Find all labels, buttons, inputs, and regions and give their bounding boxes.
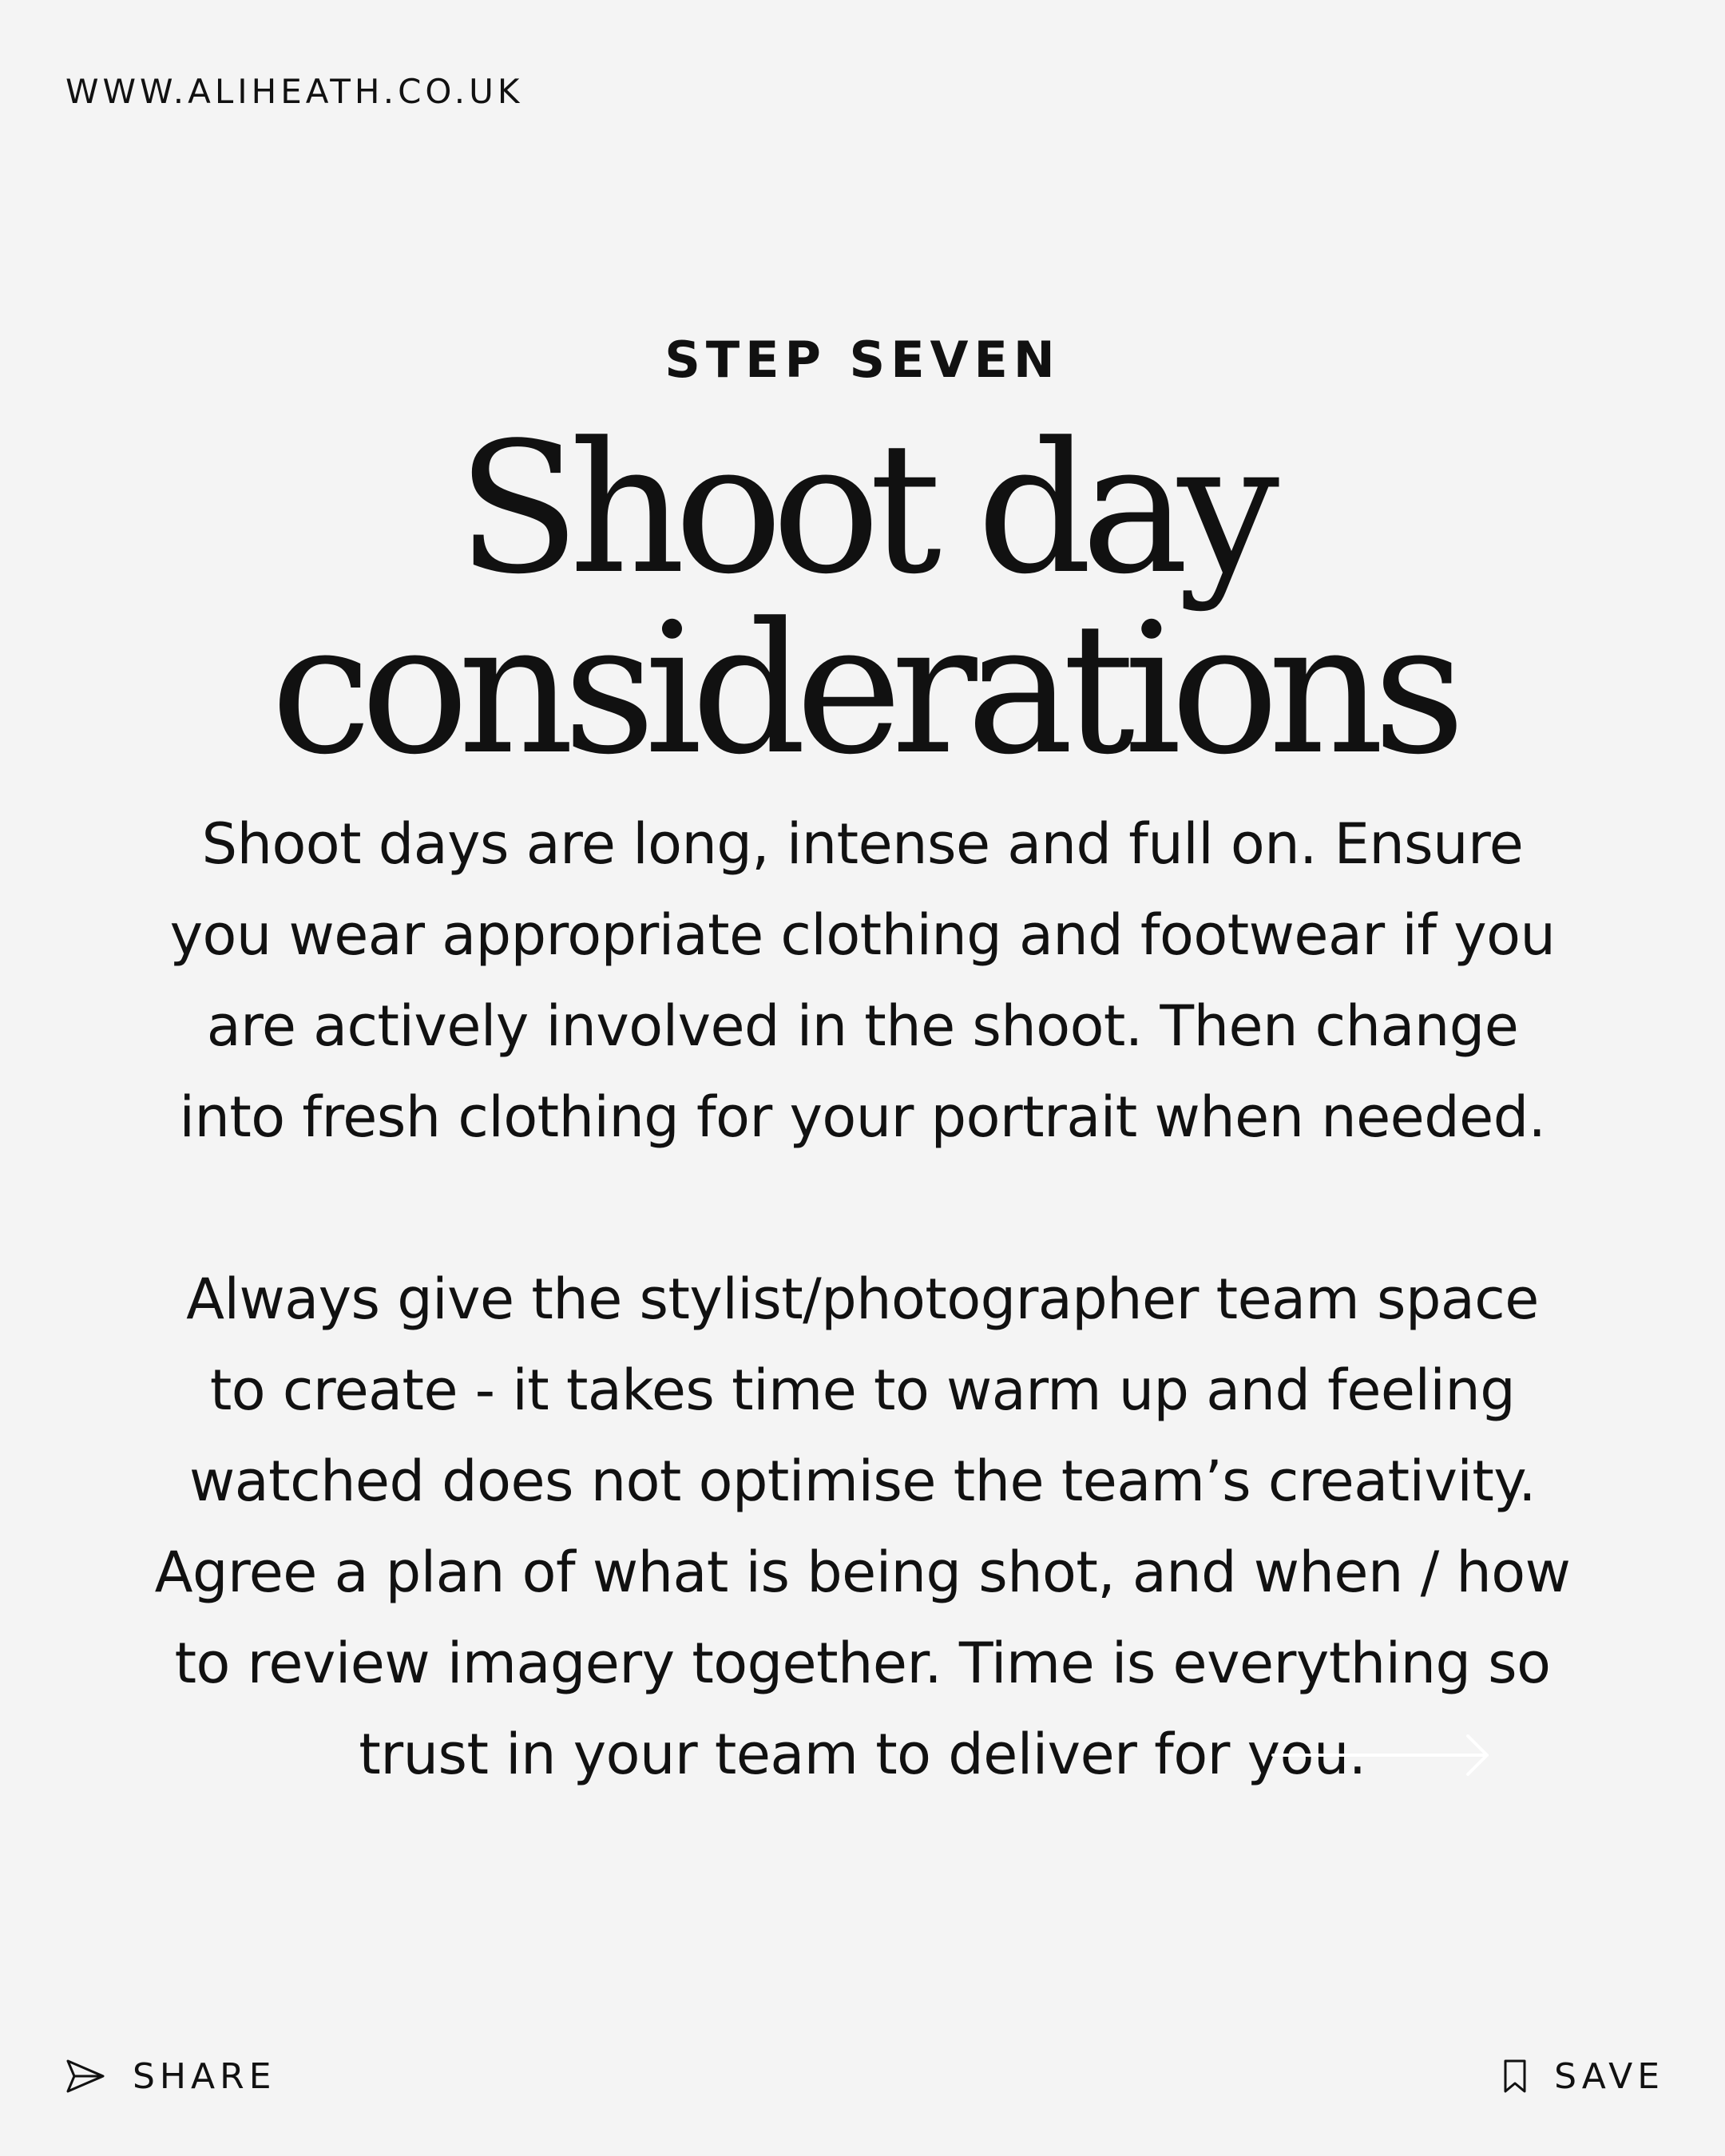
save-label: SAVE [1554,2055,1664,2097]
title-line-2: considerations [270,585,1455,795]
title-line-1: Shoot day [456,404,1269,614]
page-title [0,404,1725,795]
share-label: SHARE [133,2055,276,2097]
body-paragraph-2: Always give the stylist/photographer team space to create - it takes time to warm up and feeling watched does not optimise the team’s creativity. Agree a plan of what is being shot, and when / how to review imagery together. Time is everything so trust in your team to deliver for you. [154,1266,1571,1787]
step-label: STEP SEVEN [664,331,1061,389]
arrow-right-icon[interactable] [1270,1731,1493,1779]
website-url: WWW.ALIHEATH.CO.UK [65,72,524,111]
save-button[interactable] [1503,2052,1664,2100]
send-icon [65,2059,105,2094]
body-paragraph-1: Shoot days are long, intense and full on. Ensure you wear appropriate clothing and footwear if you are actively involved in the shoot. Then change into fresh clothing for your portrait when needed. [169,811,1556,1150]
bookmark-icon [1503,2059,1527,2094]
body-text [152,799,1573,1800]
share-button[interactable] [65,2052,276,2100]
